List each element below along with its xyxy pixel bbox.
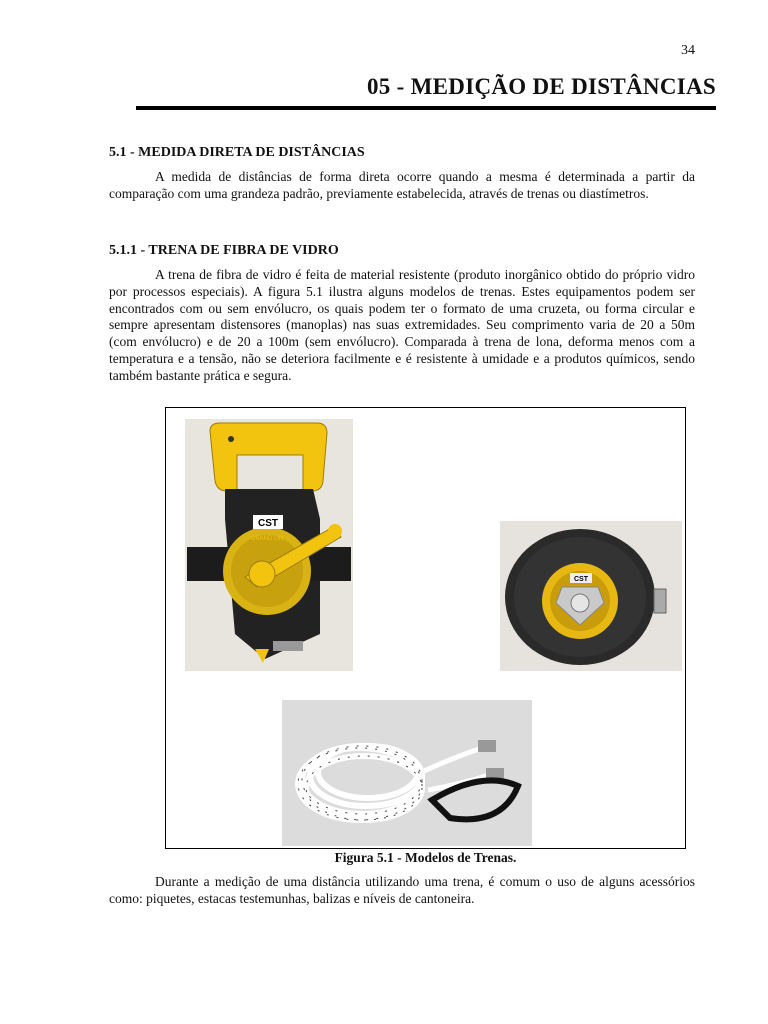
crosshead-brand-label: CST [258, 518, 278, 529]
circular-brand-label: CST [574, 576, 588, 583]
section-heading-5-1: 5.1 - MEDIDA DIRETA DE DISTÂNCIAS [109, 145, 365, 160]
crosshead-tape-photo [185, 419, 353, 671]
circular-tape-photo [500, 521, 682, 671]
section-heading-5-1-1: 5.1.1 - TRENA DE FIBRA DE VIDRO [109, 243, 339, 258]
paragraph-fiberglass-tape: A trena de fibra de vidro é feita de material resistente (produto inorgânico obtido do próprio vidro por processos especiais). A figura 5.1 ilustra alguns modelos de trenas. Estes equipamentos podem ser encontrados com ou sem envólucro, os quais podem ter o formato de uma cruzeta, ou forma circular e sempre apresentam distensores (manoplas) nas suas extremidades. Seu comprimento varia de 20 a 50m (com envólucro) e de 20 a 100m (sem envólucro). Comparada à trena de lona, deforma menos com a temperatura e a tensão, não se deteriora facilmente e é resistente à umidade e a produtos químicos, sendo também bastante prática e segura. [109, 267, 695, 383]
figure-frame [165, 407, 686, 849]
crosshead-brand-sublabel: GRAND LIN [250, 536, 284, 542]
paragraph-direct-measurement: A medida de distâncias de forma direta ocorre quando a mesma é determinada a partir da comparação com uma grandeza padrão, previamente estabelecida, através de trenas ou diastímetros. [109, 169, 695, 201]
title-rule [136, 106, 716, 110]
figure-caption: Figura 5.1 - Modelos de Trenas. [334, 850, 517, 865]
paragraph-accessories: Durante a medição de uma distância utilizando uma trena, é comum o uso de alguns acessórios como: piquetes, estacas testemunhas, balizas e níveis de cantoneira. [109, 874, 695, 906]
chapter-title: 05 - MEDIÇÃO DE DISTÂNCIAS [366, 74, 716, 99]
coiled-tape-photo [282, 700, 532, 846]
page-number: 34 [681, 43, 695, 58]
